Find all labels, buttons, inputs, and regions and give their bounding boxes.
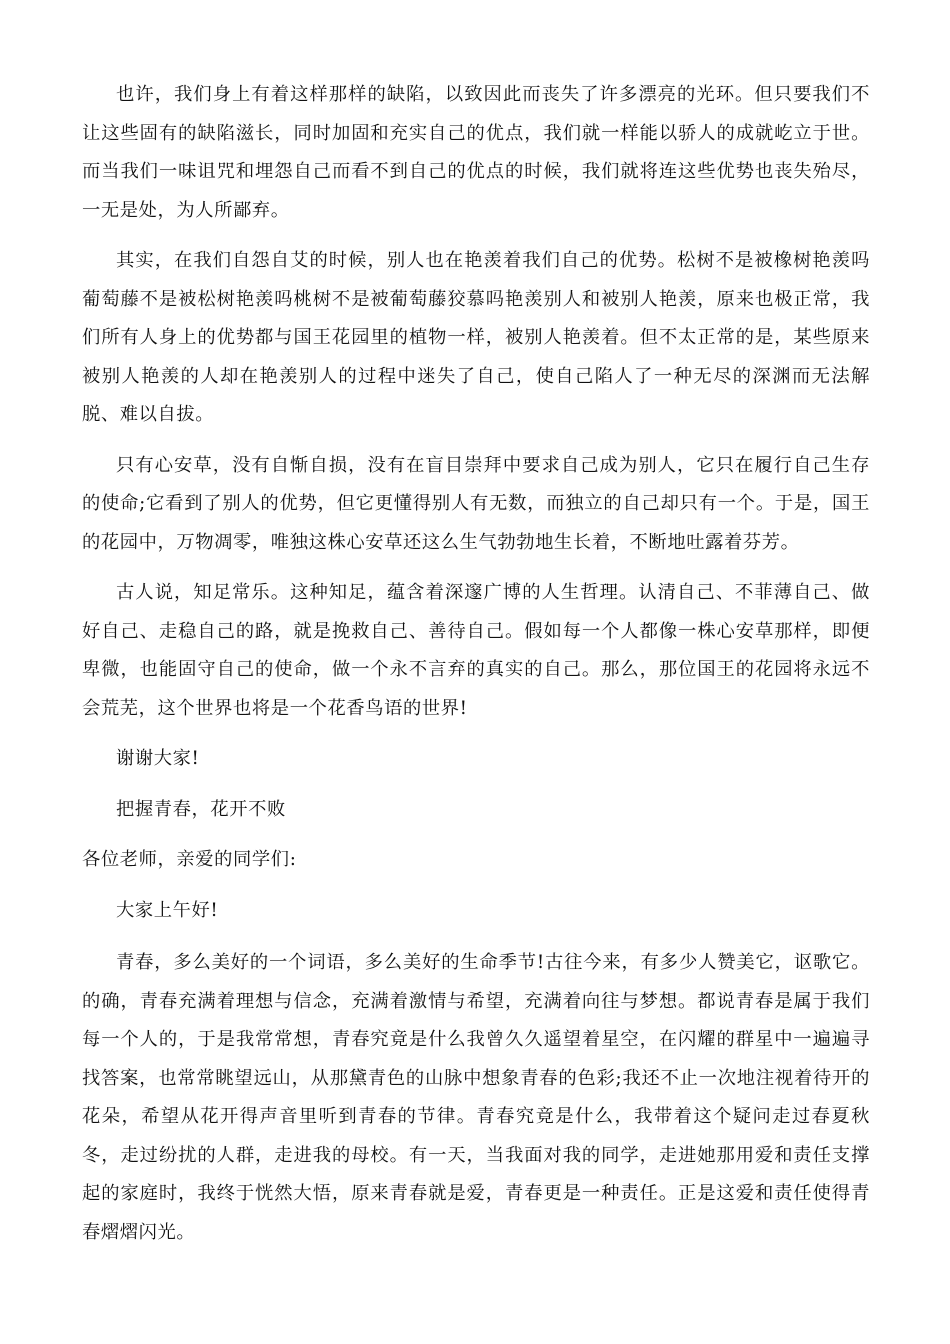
paragraph-youth: 青春，多么美好的一个词语，多么美好的生命季节!古往今来，有多少人赞美它，讴歌它。的确，青春充满着理想与信念，充满着激情与希望，充满着向往与梦想。都说青春是属于我们每一个人的，于是我常常想，青春究竟是什么我曾久久遥望着星空，在闪耀的群星中一遍遍寻找答案，也常常眺望远山，从那黛青色的山脉中想象青春的色彩;我还不止一次地注视着待开的花朵，希望从花开得声音里听到青春的节律。青春究竟是什么，我带着这个疑问走过春夏秋冬，走过纷扰的人群，走进我的母校。有一天，当我面对我的同学，走进她那用爱和责任支撑起的家庭时，我终于恍然大悟，原来青春就是爱，青春更是一种责任。正是这爱和责任使得青春熠熠闪光。 [82, 952, 870, 1243]
speech-title: 把握青春，花开不败 [116, 798, 286, 820]
document-body [82, 76, 870, 1252]
greeting: 大家上午好! [116, 899, 219, 921]
closing-thanks: 谢谢大家! [116, 748, 200, 769]
paragraph-envy: 其实，在我们自怨自艾的时候，别人也在艳羡着我们自己的优势。松树不是被橡树艳羡吗葡萄藤不是被松树艳羡吗桃树不是被葡萄藤狡慕吗艳羡别人和被别人艳羡，原来也极正常，我们所有人身上的优势都与国王花园里的植物一样，被别人艳羡着。但不太正常的是，某些原来被别人艳羡的人却在艳羡别人的过程中迷失了自己，使自己陷人了一种无尽的深渊而无法解脱、难以自拔。 [82, 250, 870, 425]
salutation: 各位老师，亲爱的同学们: [82, 849, 297, 870]
paragraph-flaws: 也许，我们身上有着这样那样的缺陷，以致因此而丧失了许多漂亮的光环。但只要我们不让这些固有的缺陷滋长，同时加固和充实自己的优点，我们就一样能以骄人的成就屹立于世。而当我们一味诅咒和埋怨自己而看不到自己的优点的时候，我们就将连这些优势也丧失殆尽，一无是处，为人所鄙弃。 [82, 84, 870, 221]
paragraph-heartsease: 只有心安草，没有自惭自损，没有在盲目崇拜中要求自己成为别人，它只在履行自己生存的使命;它看到了别人的优势，但它更懂得别人有无数，而独立的自己却只有一个。于是，国王的花园中，万物凋零，唯独这株心安草还这么生气勃勃地生长着，不断地吐露着芬芳。 [82, 454, 870, 553]
paragraph-contentment: 古人说，知足常乐。这种知足，蕴含着深邃广博的人生哲理。认清自己、不菲薄自己、做好自己、走稳自己的路，就是挽救自己、善待自己。假如每一个人都像一株心安草那样，即便卑微，也能固守自己的使命，做一个永不言弃的真实的自己。那么，那位国王的花园将永远不会荒芜，这个世界也将是一个花香鸟语的世界! [82, 582, 870, 719]
